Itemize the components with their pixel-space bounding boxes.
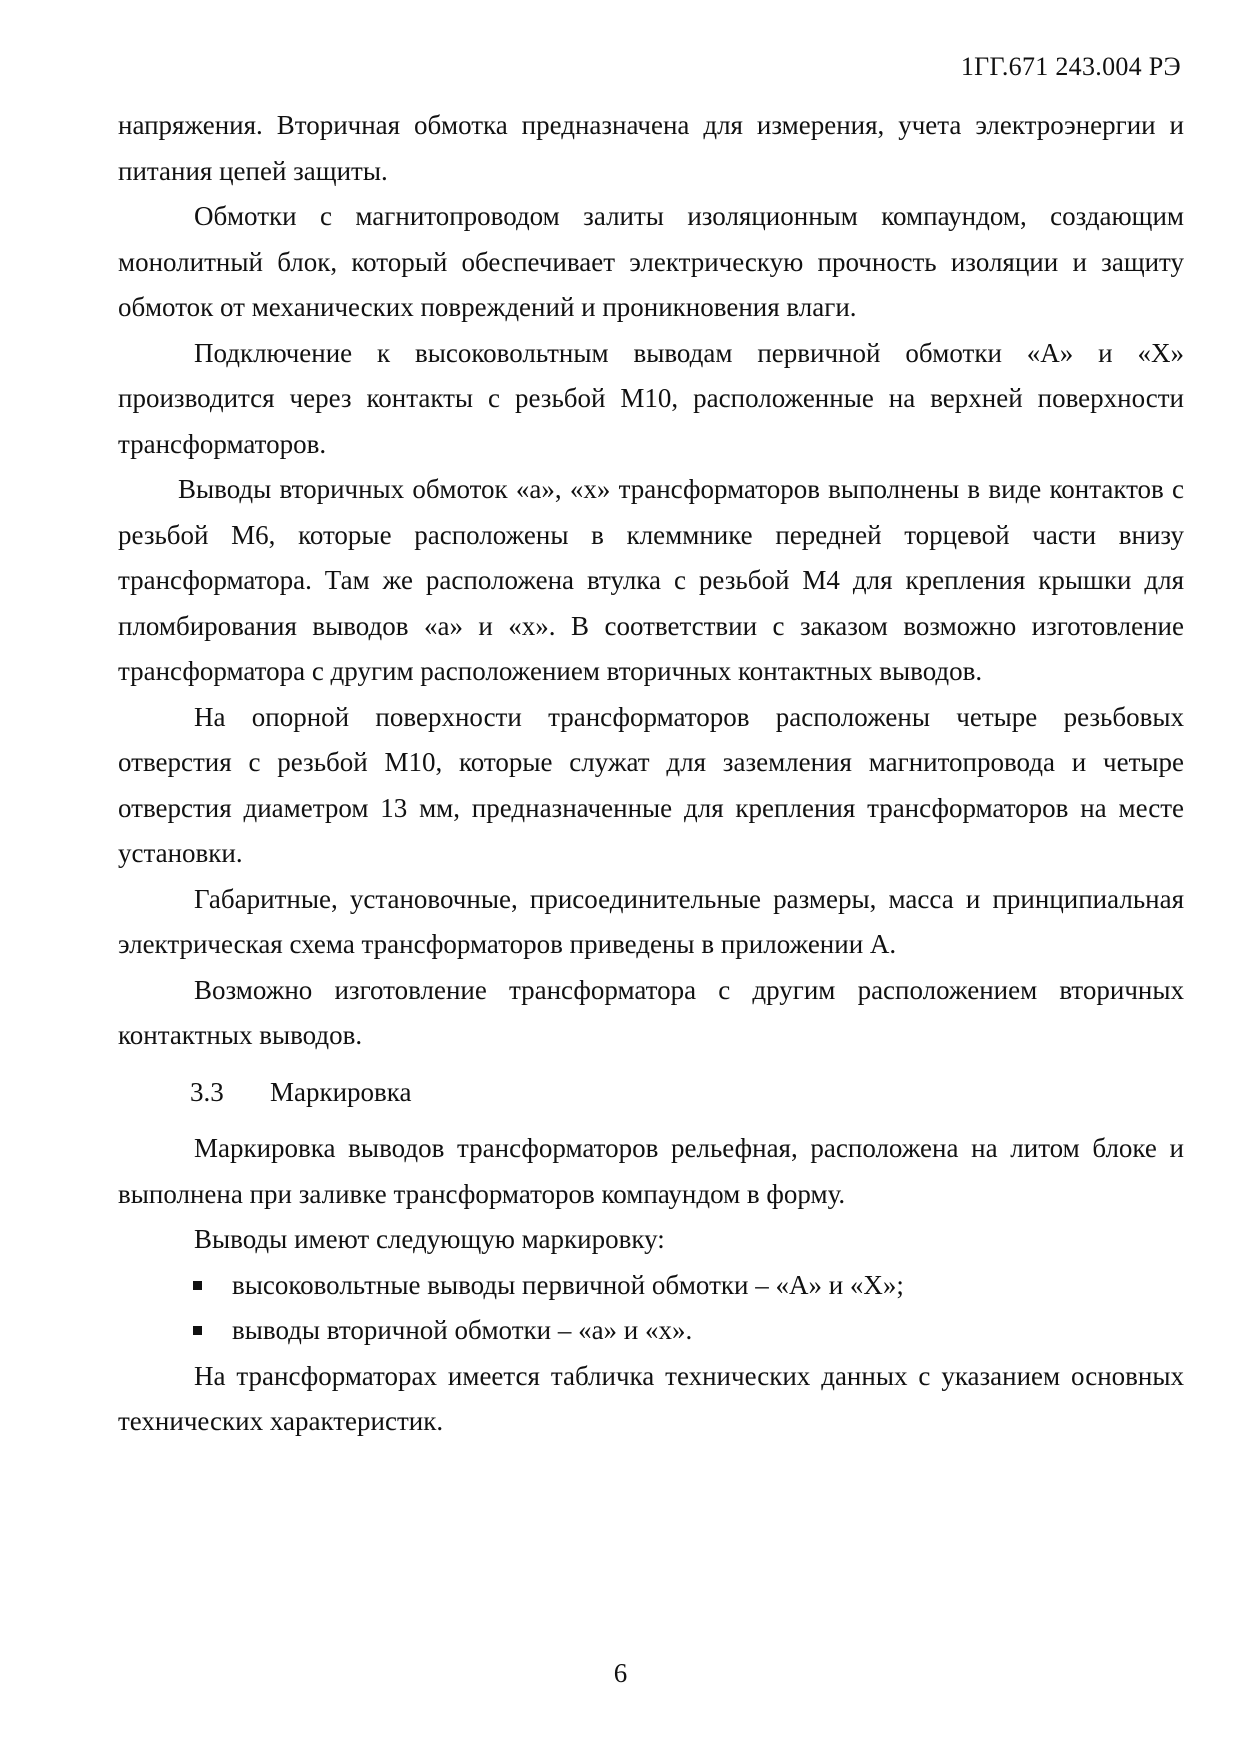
paragraph: Обмотки с магнитопроводом залиты изоляционным компаундом, создающим монолитный блок, который обеспечивает электрическую прочность изоляции и защиту обмоток от механических повреждений и проникновения влаги.: [118, 201, 1184, 322]
paragraph: Возможно изготовление трансформатора с другим расположением вторичных контактных выводов.: [118, 974, 1184, 1050]
paragraph: Габаритные, установочные, присоединительные размеры, масса и принципиальная электрическая схема трансформаторов приведены в приложении А.: [118, 883, 1184, 959]
page-number: 6: [613, 1658, 628, 1688]
paragraph: Подключение к высоковольтным выводам первичной обмотки «А» и «Х» производится через контакты с резьбой М10, расположенные на верхней поверхности трансформаторов.: [118, 337, 1184, 459]
paragraph: Маркировка выводов трансформаторов рельефная, расположена на литом блоке и выполнена при заливке трансформаторов компаундом в форму.: [118, 1133, 1184, 1209]
section-heading: [118, 1070, 1184, 1116]
document-code: 1ГГ.671 243.004 РЭ: [960, 52, 1181, 81]
paragraph: Выводы имеют следующую маркировку:: [194, 1224, 665, 1254]
paragraph: напряжения. Вторичная обмотка предназначена для измерения, учета электроэнергии и питания цепей защиты.: [118, 110, 1184, 186]
bullet-icon: [193, 1281, 202, 1290]
section-number: 3.3: [190, 1076, 224, 1107]
list-item-text: высоковольтные выводы первичной обмотки – «А» и «Х»;: [232, 1269, 904, 1300]
paragraph: Выводы вторичных обмоток «а», «х» трансформаторов выполнены в виде контактов с резьбой М6, которые расположены в клеммнике передней торцевой части внизу трансформатора. Там же расположена втулка с резьбой М4 для крепления крышки для пломбирования выводов «а» и «х». В соответствии с заказом возможно изготовление трансформатора с другим расположением вторичных контактных выводов.: [118, 474, 1184, 686]
paragraph: На трансформаторах имеется табличка технических данных с указанием основных технических характеристик.: [118, 1360, 1184, 1436]
section-title: Маркировка: [270, 1076, 412, 1107]
list-item: [118, 1308, 1184, 1354]
document-body: [118, 103, 1184, 1445]
marking-list: [118, 1263, 1184, 1354]
list-item: [118, 1263, 1184, 1309]
bullet-icon: [193, 1326, 202, 1335]
paragraph: На опорной поверхности трансформаторов расположены четыре резьбовых отверстия с резьбой М10, которые служат для заземления магнитопровода и четыре отверстия диаметром 13 мм, предназначенные для крепления трансформаторов на месте установки.: [118, 701, 1184, 868]
list-item-text: выводы вторичной обмотки – «а» и «х».: [232, 1315, 693, 1345]
